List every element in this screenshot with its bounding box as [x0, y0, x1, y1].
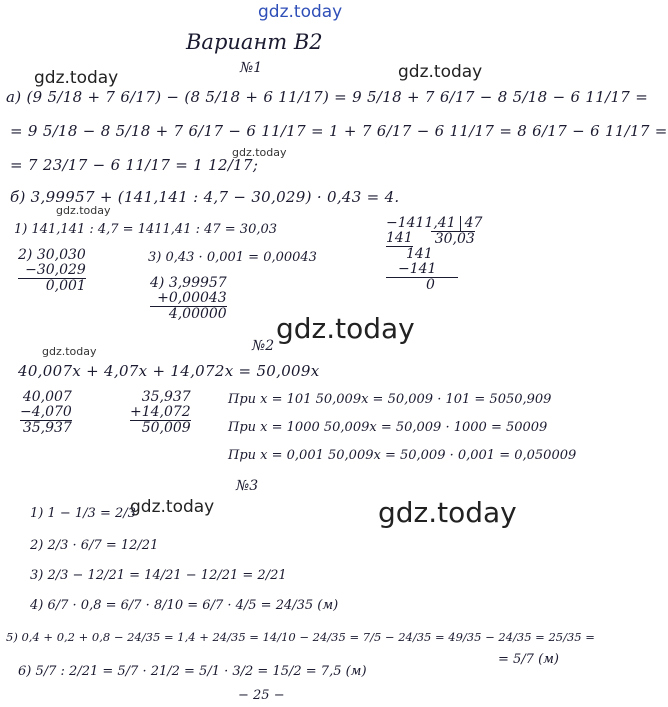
- division-dividend: −1411,41: [386, 215, 456, 231]
- task1-a-line1: а) (9 5/18 + 7 6/17) − (8 5/18 + 6 11/17) = 9 5/18 + 7 6/17 − 8 5/18 − 6 11/17 =: [6, 88, 649, 106]
- task2-calc1: [20, 390, 72, 436]
- task1-b-step2: [18, 248, 86, 294]
- task1-number: №1: [240, 60, 263, 76]
- task1-b-step1: 1) 141,141 : 4,7 = 1411,41 : 47 = 30,03: [14, 222, 278, 237]
- calc1-row: 40,007: [22, 389, 72, 405]
- step2-subtrahend: −30,029: [18, 263, 86, 279]
- task2-case3: При x = 0,001 50,009x = 50,009 · 0,001 = 0,050009: [228, 448, 577, 463]
- watermark: gdz.today: [130, 497, 215, 517]
- task2-number: №2: [252, 338, 275, 354]
- task1-a-line2: = 9 5/18 − 8 5/18 + 7 6/17 − 6 11/17 = 1 + 7 6/17 − 6 11/17 = 8 6/17 − 6 11/17 =: [10, 122, 668, 140]
- division-row: −141: [386, 262, 458, 278]
- step2-minuend: 2) 30,030: [18, 247, 86, 263]
- watermark: gdz.today: [232, 146, 287, 159]
- watermark: gdz.today: [398, 62, 483, 82]
- task2-case1: При x = 101 50,009x = 50,009 · 101 = 5050,909: [228, 392, 552, 407]
- calc2-row: 50,009: [141, 420, 191, 436]
- task3-line3: 3) 2/3 − 12/21 = 14/21 − 12/21 = 2/21: [30, 568, 287, 583]
- task3-number: №3: [236, 478, 259, 494]
- watermark: gdz.today: [378, 496, 517, 529]
- task1-a-line3: = 7 23/17 − 6 11/17 = 1 12/17;: [10, 156, 259, 174]
- step4-term1: 4) 3,99957: [150, 275, 227, 291]
- task1-b-line1: б) 3,99957 + (141,141 : 4,7 − 30,029) · 0,43 = 4.: [10, 188, 400, 206]
- task3-line4: 4) 6/7 · 0,8 = 6/7 · 8/10 = 6/7 · 4/5 = 24/35 (м): [30, 598, 339, 613]
- page-number: − 25 −: [238, 688, 285, 703]
- division-remainder: 0: [426, 277, 435, 293]
- watermark-top: gdz.today: [258, 2, 343, 22]
- task3-line5: 5) 0,4 + 0,2 + 0,8 − 24/35 = 1,4 + 24/35 = 14/10 − 24/35 = 7/5 − 24/35 = 49/35 − 24/35 = 25/35 =: [6, 630, 595, 644]
- task3-line6: 6) 5/7 : 2/21 = 5/7 · 21/2 = 5/1 · 3/2 = 15/2 = 7,5 (м): [18, 664, 367, 679]
- calc2-row: +14,072: [130, 404, 191, 420]
- division-quotient: 30,03: [431, 231, 475, 247]
- task2-line1: 40,007x + 4,07x + 14,072x = 50,009x: [18, 362, 320, 380]
- page-title: Вариант В2: [186, 30, 323, 54]
- watermark: gdz.today: [56, 204, 111, 217]
- task2-calc2: [130, 390, 191, 436]
- long-division: [386, 216, 482, 293]
- task3-line2: 2) 2/3 · 6/7 = 12/21: [30, 538, 159, 553]
- step4-term2: +0,00043: [150, 291, 227, 307]
- step4-result: 4,00000: [168, 306, 227, 322]
- calc1-row: −4,070: [20, 404, 72, 420]
- task1-b-step4: [150, 276, 227, 322]
- watermark: gdz.today: [42, 345, 97, 358]
- step2-result: 0,001: [45, 278, 86, 294]
- task2-case2: При x = 1000 50,009x = 50,009 · 1000 = 50009: [228, 420, 548, 435]
- calc2-row: 35,937: [141, 389, 191, 405]
- watermark: gdz.today: [276, 312, 415, 345]
- division-divisor: 47: [460, 216, 483, 231]
- task3-line5-cont: = 5/7 (м): [498, 652, 560, 667]
- task3-line1: 1) 1 − 1/3 = 2/3: [30, 506, 136, 521]
- calc1-row: 35,937: [22, 420, 72, 436]
- division-row: 141: [406, 246, 433, 262]
- task1-b-step3: 3) 0,43 · 0,001 = 0,00043: [148, 250, 317, 265]
- watermark: gdz.today: [34, 68, 119, 88]
- division-row: 141: [386, 230, 413, 246]
